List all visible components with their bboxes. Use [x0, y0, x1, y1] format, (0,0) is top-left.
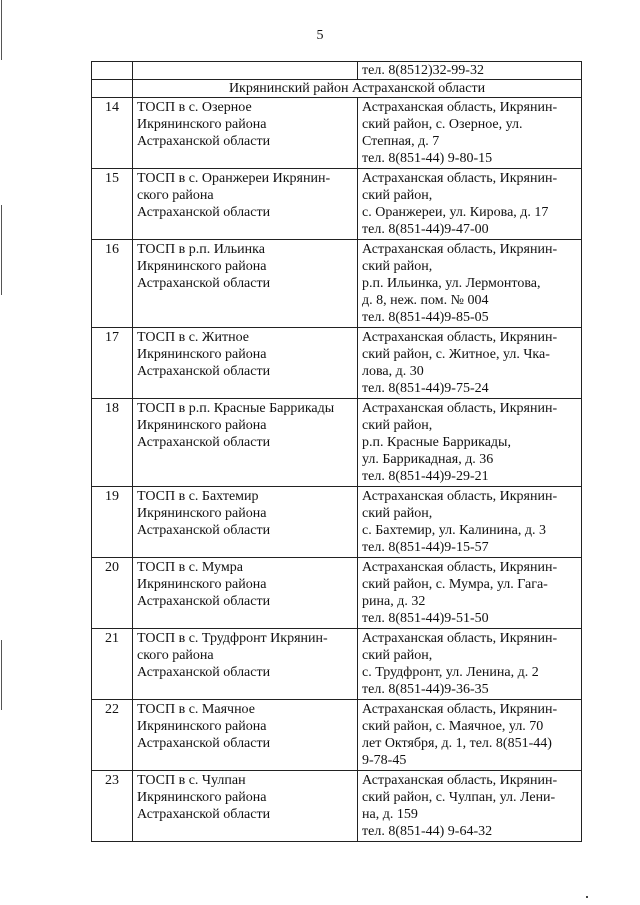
office-address: Астраханская область, Икрянин- ский район, с. Маячное, ул. 70 лет Октября, д. 1, тел. 8(851-44) 9-78-45: [358, 700, 582, 771]
office-address: Астраханская область, Икрянин- ский район, р.п. Красные Баррикады, ул. Баррикадная, д. 36 тел. 8(851-44)9-29-21: [358, 399, 582, 487]
page-number: 5: [316, 28, 324, 43]
scan-dust-dot: [586, 896, 588, 898]
scan-edge-mark: [1, 205, 2, 295]
tosp-address-table: [91, 61, 582, 842]
office-name: ТОСП в с. Житное Икрянинского района Астраханской области: [133, 328, 358, 399]
office-address: Астраханская область, Икрянин- ский район, с. Житное, ул. Чка- лова, д. 30 тел. 8(851-44)9-75-24: [358, 328, 582, 399]
table-row: [92, 328, 582, 399]
row-number: 16: [92, 240, 133, 328]
office-name: ТОСП в с. Оранжереи Икрянин- ского района Астраханской области: [133, 169, 358, 240]
region-header-num-cell: [92, 80, 133, 98]
office-address: Астраханская область, Икрянин- ский район, с. Оранжереи, ул. Кирова, д. 17 тел. 8(851-44)9-47-00: [358, 169, 582, 240]
office-name: ТОСП в р.п. Красные Баррикады Икрянинского района Астраханской области: [133, 399, 358, 487]
scan-edge-mark: [1, 640, 2, 710]
office-name: ТОСП в с. Озерное Икрянинского района Астраханской области: [133, 98, 358, 169]
row-number: 20: [92, 558, 133, 629]
table-row: [92, 700, 582, 771]
office-name: ТОСП в с. Трудфронт Икрянин- ского района Астраханской области: [133, 629, 358, 700]
row-number: 14: [92, 98, 133, 169]
office-address: Астраханская область, Икрянин- ский район, с. Бахтемир, ул. Калинина, д. 3 тел. 8(851-44)9-15-57: [358, 487, 582, 558]
continuation-address-cell: тел. 8(8512)32-99-32: [358, 62, 582, 80]
row-number: 23: [92, 771, 133, 842]
continuation-row: [92, 62, 582, 80]
office-name: ТОСП в р.п. Ильинка Икрянинского района Астраханской области: [133, 240, 358, 328]
office-address: Астраханская область, Икрянин- ский район, с. Трудфронт, ул. Ленина, д. 2 тел. 8(851-44)9-36-35: [358, 629, 582, 700]
row-number: 22: [92, 700, 133, 771]
office-name: ТОСП в с. Чулпан Икрянинского района Астраханской области: [133, 771, 358, 842]
table-row: [92, 771, 582, 842]
office-name: ТОСП в с. Маячное Икрянинского района Астраханской области: [133, 700, 358, 771]
office-address: Астраханская область, Икрянин- ский район, с. Чулпан, ул. Лени- на, д. 159 тел. 8(851-44) 9-64-32: [358, 771, 582, 842]
row-number: 18: [92, 399, 133, 487]
table-row: [92, 399, 582, 487]
office-name: ТОСП в с. Бахтемир Икрянинского района Астраханской области: [133, 487, 358, 558]
continuation-name-cell: [133, 62, 358, 80]
office-address: Астраханская область, Икрянин- ский район, с. Мумра, ул. Гага- рина, д. 32 тел. 8(851-44)9-51-50: [358, 558, 582, 629]
office-address: Астраханская область, Икрянин- ский район, р.п. Ильинка, ул. Лермонтова, д. 8, неж. пом. № 004 тел. 8(851-44)9-85-05: [358, 240, 582, 328]
row-number: 15: [92, 169, 133, 240]
scan-edge-mark: [1, 0, 2, 60]
region-header: Икрянинский район Астраханской области: [133, 80, 582, 98]
table-row: [92, 169, 582, 240]
office-name: ТОСП в с. Мумра Икрянинского района Астраханской области: [133, 558, 358, 629]
office-address: Астраханская область, Икрянин- ский район, с. Озерное, ул. Степная, д. 7 тел. 8(851-44) 9-80-15: [358, 98, 582, 169]
table-row: [92, 629, 582, 700]
table-row: [92, 487, 582, 558]
row-number: 19: [92, 487, 133, 558]
table-row: [92, 98, 582, 169]
continuation-num-cell: [92, 62, 133, 80]
table-row: [92, 558, 582, 629]
table-row: [92, 240, 582, 328]
row-number: 17: [92, 328, 133, 399]
row-number: 21: [92, 629, 133, 700]
region-header-row: [92, 80, 582, 98]
